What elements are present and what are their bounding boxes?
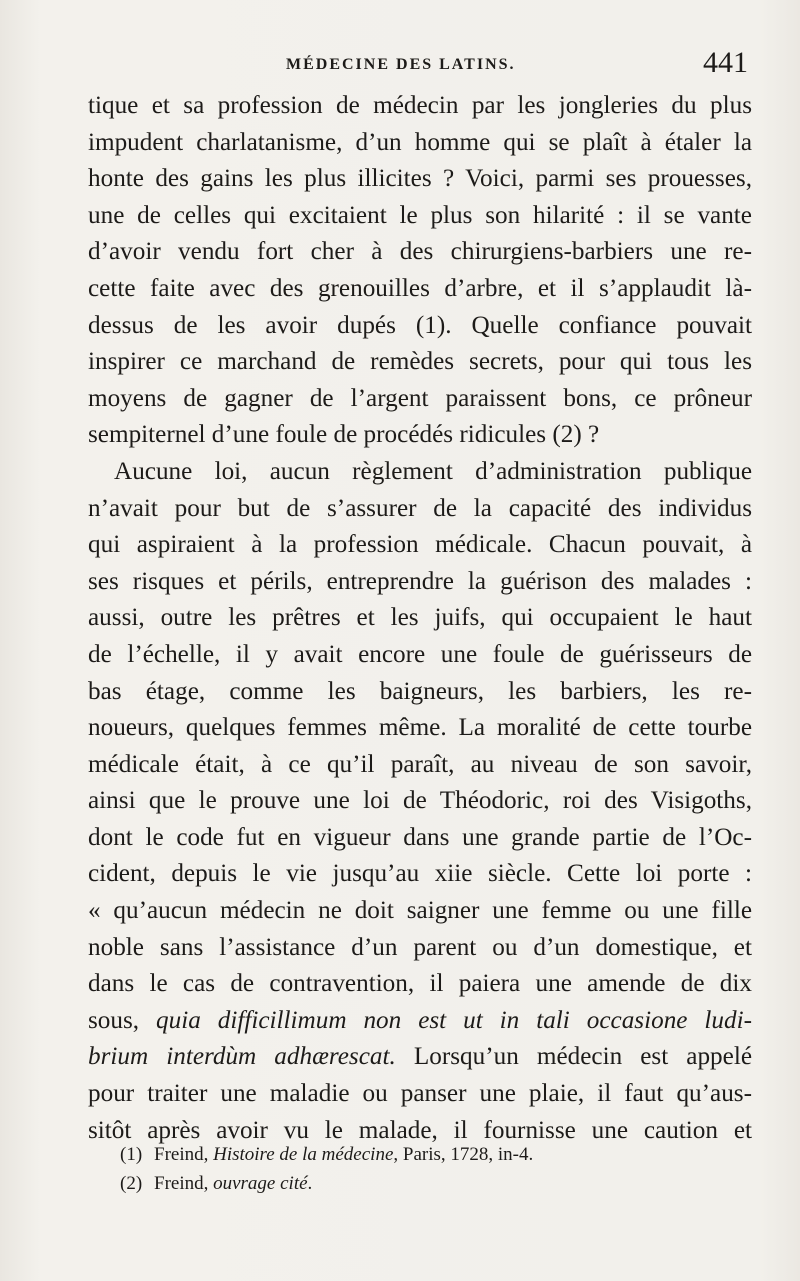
text-line: impudent charlatanisme, d’un homme qui se plaît à étaler la [88, 128, 752, 156]
latin-quote: quia difficillimum non est ut in tali occasione ludi- [156, 1006, 752, 1034]
footnote-2 [120, 1169, 680, 1198]
text-line: ainsi que le prouve une loi de Théodoric, roi des Visigoths, [88, 787, 752, 815]
text-line: moyens de gagner de l’argent paraissent bons, ce prôneur [88, 384, 752, 412]
paragraph-start-line: Aucune loi, aucun règlement d’administration publique [114, 457, 752, 485]
text-line: n’avait pour but de s’assurer de la capacité des individus [88, 494, 752, 522]
footnote-number: (2) [120, 1173, 143, 1194]
text-line: dont le code fut en vigueur dans une grande partie de l’Oc- [88, 823, 752, 851]
paragraph-end-line: sempiternel d’une foule de procédés ridicules (2) ? [88, 421, 600, 449]
text-line: tique et sa profession de médecin par les jongleries du plus [88, 92, 752, 119]
text-line: aussi, outre les prêtres et les juifs, qui occupaient le haut [88, 604, 752, 632]
text-line: cette faite avec des grenouilles d’arbre, et il s’applaudit là- [88, 274, 752, 302]
footnote-rest: . [307, 1173, 313, 1194]
text-line: ses risques et périls, entreprendre la guérison des malades : [88, 567, 752, 595]
page-number: 441 [703, 46, 748, 79]
text-line: sitôt après avoir vu le malade, il fournisse une caution et [88, 1116, 752, 1144]
text-line: « qu’aucun médecin ne doit saigner une femme ou une fille [88, 897, 752, 925]
text-line: de l’échelle, il y avait encore une foule de guérisseurs de [88, 640, 752, 668]
text-line: noueurs, quelques femmes même. La moralité de cette tourbe [88, 714, 752, 742]
text-line-latin [88, 1003, 752, 1040]
text-line: noble sans l’assistance d’un parent ou d’un domestique, et [88, 933, 752, 961]
text-line: cident, depuis le vie jusqu’au xiie siècle. Cette loi porte : [88, 860, 752, 888]
text-line: pour traiter une maladie ou panser une plaie, il faut qu’aus- [88, 1080, 752, 1108]
footnote-rest: , Paris, 1728, in-4. [393, 1144, 534, 1165]
latin-quote: brium interdùm adhærescat. [88, 1043, 396, 1071]
text-line: qui aspiraient à la profession médicale. Chacun pouvait, à [88, 531, 752, 559]
running-title: MÉDECINE DES LATINS. [286, 56, 516, 73]
text-line: dessus de les avoir dupés (1). Quelle confiance pouvait [88, 311, 752, 339]
footnote-number: (1) [120, 1144, 143, 1165]
footnote-author: Freind, [154, 1144, 214, 1165]
text-fragment: sous, [88, 1006, 157, 1034]
text-line: dans le cas de contravention, il paiera une amende de dix [88, 970, 752, 998]
page-header [88, 46, 748, 84]
footnote-title: ouvrage cité [213, 1173, 308, 1194]
text-line: bas étage, comme les baigneurs, les barbiers, les re- [88, 677, 752, 705]
body-text [88, 88, 752, 1149]
text-line-latin [88, 1039, 752, 1076]
text-line: inspirer ce marchand de remèdes secrets, pour qui tous les [88, 348, 752, 376]
text-line: médicale était, à ce qu’il paraît, au niveau de son savoir, [88, 750, 752, 778]
text-line: une de celles qui excitaient le plus son hilarité : il se vante [88, 201, 752, 229]
text-fragment: Lorsqu’un médecin est appelé [395, 1043, 753, 1071]
footnote-title: Histoire de la médecine [213, 1144, 394, 1165]
footnote-author: Freind, [154, 1173, 214, 1194]
footnote-1 [120, 1140, 680, 1169]
text-line: d’avoir vendu fort cher à des chirurgiens-barbiers une re- [88, 238, 752, 266]
footnotes [120, 1140, 680, 1198]
text-line: honte des gains les plus illicites ? Voici, parmi ses prouesses, [88, 165, 752, 193]
